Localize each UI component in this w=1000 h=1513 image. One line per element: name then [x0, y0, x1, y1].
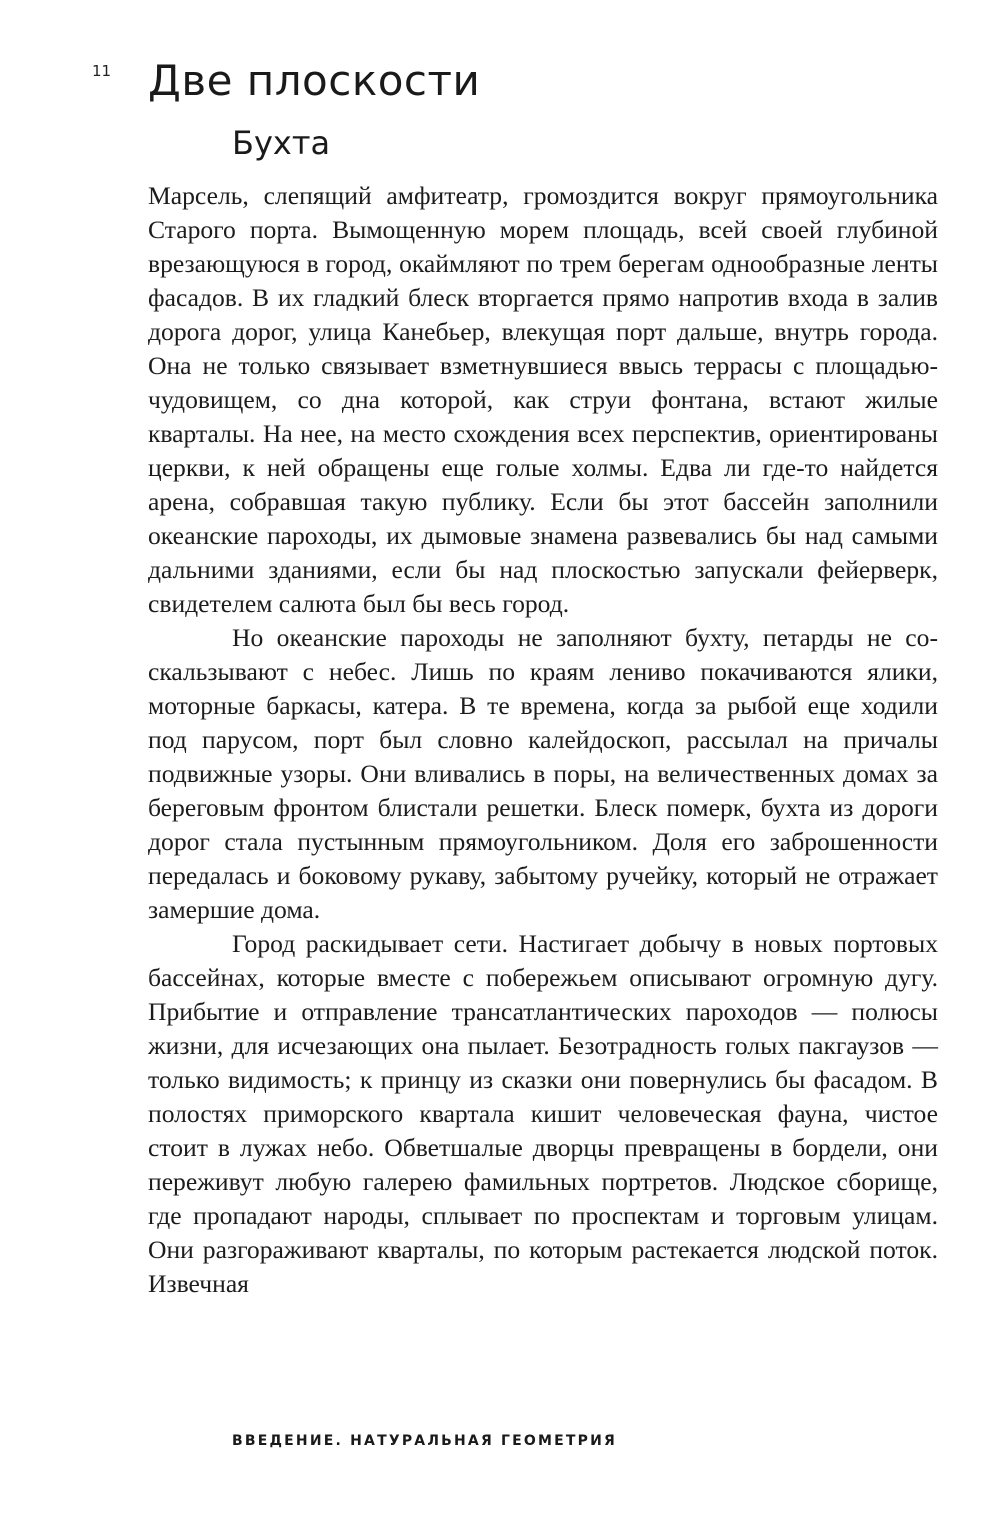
- paragraph: Город раскидывает сети. Настигает добычу в новых портовых бассейнах, которые вместе с побережьем описывают огромную дугу. Прибытие и отправление трансатлантических пароходов — полюсы жизни, для исчезающих она пылает. Безотрадность голых пакгаузов — только видимость; к принцу из сказки они повернулись бы фасадом. В полостях приморского квартала кишит человеческая фауна, чистое стоит в лужах небо. Обветшалые дворцы превращены в бордели, они переживут любую галерею фамильных портретов. Людское сборище, где пропадают народы, сплывает по проспектам и торговым улицам. Они разгораживают кварталы, по которым растекается людской поток. Извечная: [148, 929, 938, 1298]
- section-title: Бухта: [232, 124, 331, 162]
- page-number: 11: [92, 62, 112, 80]
- body-text: [148, 179, 938, 1301]
- running-footer: ВВЕДЕНИЕ. НАТУРАЛЬНАЯ ГЕОМЕТРИЯ: [232, 1433, 618, 1449]
- chapter-title: Две плоскости: [148, 56, 481, 105]
- paragraph: Марсель, слепящий амфитеатр, громоздится вокруг прямоугольника Старого порта. Вымощенную морем площадь, всей своей глубиной врезающуюся в город, окаймляют по трем берегам однообразные ленты фасадов. В их гладкий блеск вторгается прямо напротив входа в залив дорога дорог, улица Канебьер, влекущая порт дальше, внутрь города. Она не только связывает взметнувшиеся ввысь террасы с площадью-чудовищем, со дна которой, как струи фонтана, встают жилые кварталы. На нее, на место схождения всех перспектив, ориентированы церкви, к ней обращены еще голые холмы. Едва ли где-то найдется арена, собравшая такую публику. Если бы этот бассейн заполнили океанские пароходы, их дымовые знамена развевались бы над самыми дальними зданиями, если бы над плоскостью запускали фейерверк, свидетелем салюта был бы весь город.: [148, 181, 938, 618]
- paragraph: Но океанские пароходы не заполняют бухту, петарды не соскальзывают с небес. Лишь по краям лениво покачиваются ялики, моторные баркасы, катера. В те времена, когда за рыбой еще ходили под парусом, порт был словно калейдоскоп, рассылал на причалы подвижные узоры. Они вливались в поры, на величественных домах за береговым фронтом блистали решетки. Блеск померк, бухта из дороги дорог стала пустынным прямоугольником. Доля его заброшенности передалась и боковому рукаву, забытому ручейку, который не отражает замершие дома.: [148, 623, 938, 924]
